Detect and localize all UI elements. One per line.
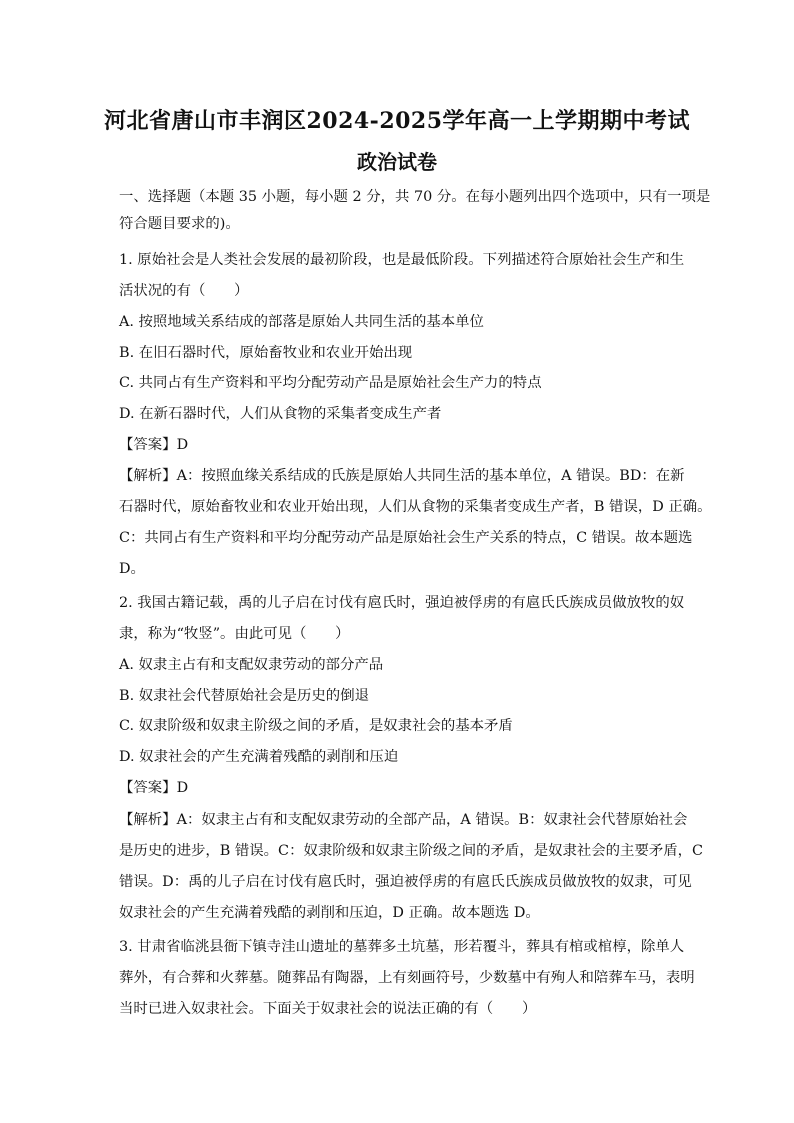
section-header-line: 一、选择题（本题 35 小题，每小题 2 分，共 70 分。在每小题列出四个选项中，只有一项是: [119, 189, 711, 205]
analysis-line: 错误。D：禹的儿子启在讨伐有扈氏时，强迫被俘虏的有扈氏氏族成员做放牧的奴隶，可见: [119, 874, 692, 890]
analysis-line: 奴隶社会的产生充满着残酷的剥削和压迫，D 正确。故本题选 D。: [119, 905, 540, 921]
question-stem-line: 隶，称为“牧竖”。由此可见（ ）: [119, 626, 350, 642]
question-stem-line: 2. 我国古籍记载，禹的儿子启在讨伐有扈氏时，强迫被俘虏的有扈氏氏族成员做放牧的奴: [119, 595, 685, 611]
question-stem-line: 3. 甘肃省临洮县衙下镇寺洼山遗址的墓葬多土坑墓，形若覆斗，葬具有棺或棺椁，除单人: [119, 939, 685, 955]
analysis-line: C：共同占有生产资料和平均分配劳动产品是原始社会生产关系的特点，C 错误。故本题选: [119, 530, 693, 546]
analysis-line: 【解析】A：按照血缘关系结成的氏族是原始人共同生活的基本单位，A 错误。BD：在新: [119, 468, 685, 484]
option-c: C. 共同占有生产资料和平均分配劳动产品是原始社会生产力的特点: [119, 375, 542, 391]
question-stem-line: 1. 原始社会是人类社会发展的最初阶段，也是最低阶段。下列描述符合原始社会生产和生: [119, 252, 685, 268]
answer-label: 【答案】D: [119, 780, 189, 796]
option-a: A. 按照地域关系结成的部落是原始人共同生活的基本单位: [119, 314, 484, 330]
option-d: D. 在新石器时代，人们从食物的采集者变成生产者: [119, 406, 442, 422]
analysis-line: 是历史的进步，B 错误。C：奴隶阶级和奴隶主阶级之间的矛盾，是奴隶社会的主要矛盾，C: [119, 843, 704, 859]
option-a: A. 奴隶主占有和支配奴隶劳动的部分产品: [119, 657, 384, 673]
question-stem-line: 活状况的有（ ）: [119, 283, 249, 299]
section-header-line: 符合题目要求的)。: [119, 216, 240, 232]
question-stem-line: 葬外，有合葬和火葬墓。随葬品有陶器，上有刻画符号，少数墓中有殉人和陪葬车马，表明: [119, 970, 695, 986]
page-title: 河北省唐山市丰润区2024-2025学年高一上学期期中考试: [103, 108, 691, 134]
option-d: D. 奴隶社会的产生充满着残酷的剥削和压迫: [119, 749, 399, 765]
analysis-line: D。: [119, 561, 145, 577]
analysis-line: 石器时代，原始畜牧业和农业开始出现，人们从食物的采集者变成生产者，B 错误，D 正确。: [119, 499, 712, 515]
page-subtitle: 政治试卷: [357, 150, 437, 174]
question-stem-line: 当时已进入奴隶社会。下面关于奴隶社会的说法正确的有（ ）: [119, 1001, 537, 1017]
answer-label: 【答案】D: [119, 437, 189, 453]
option-c: C. 奴隶阶级和奴隶主阶级之间的矛盾，是奴隶社会的基本矛盾: [119, 718, 513, 734]
option-b: B. 在旧石器时代，原始畜牧业和农业开始出现: [119, 345, 413, 361]
option-b: B. 奴隶社会代替原始社会是历史的倒退: [119, 688, 369, 704]
analysis-line: 【解析】A：奴隶主占有和支配奴隶劳动的全部产品，A 错误。B：奴隶社会代替原始社会: [119, 812, 688, 828]
